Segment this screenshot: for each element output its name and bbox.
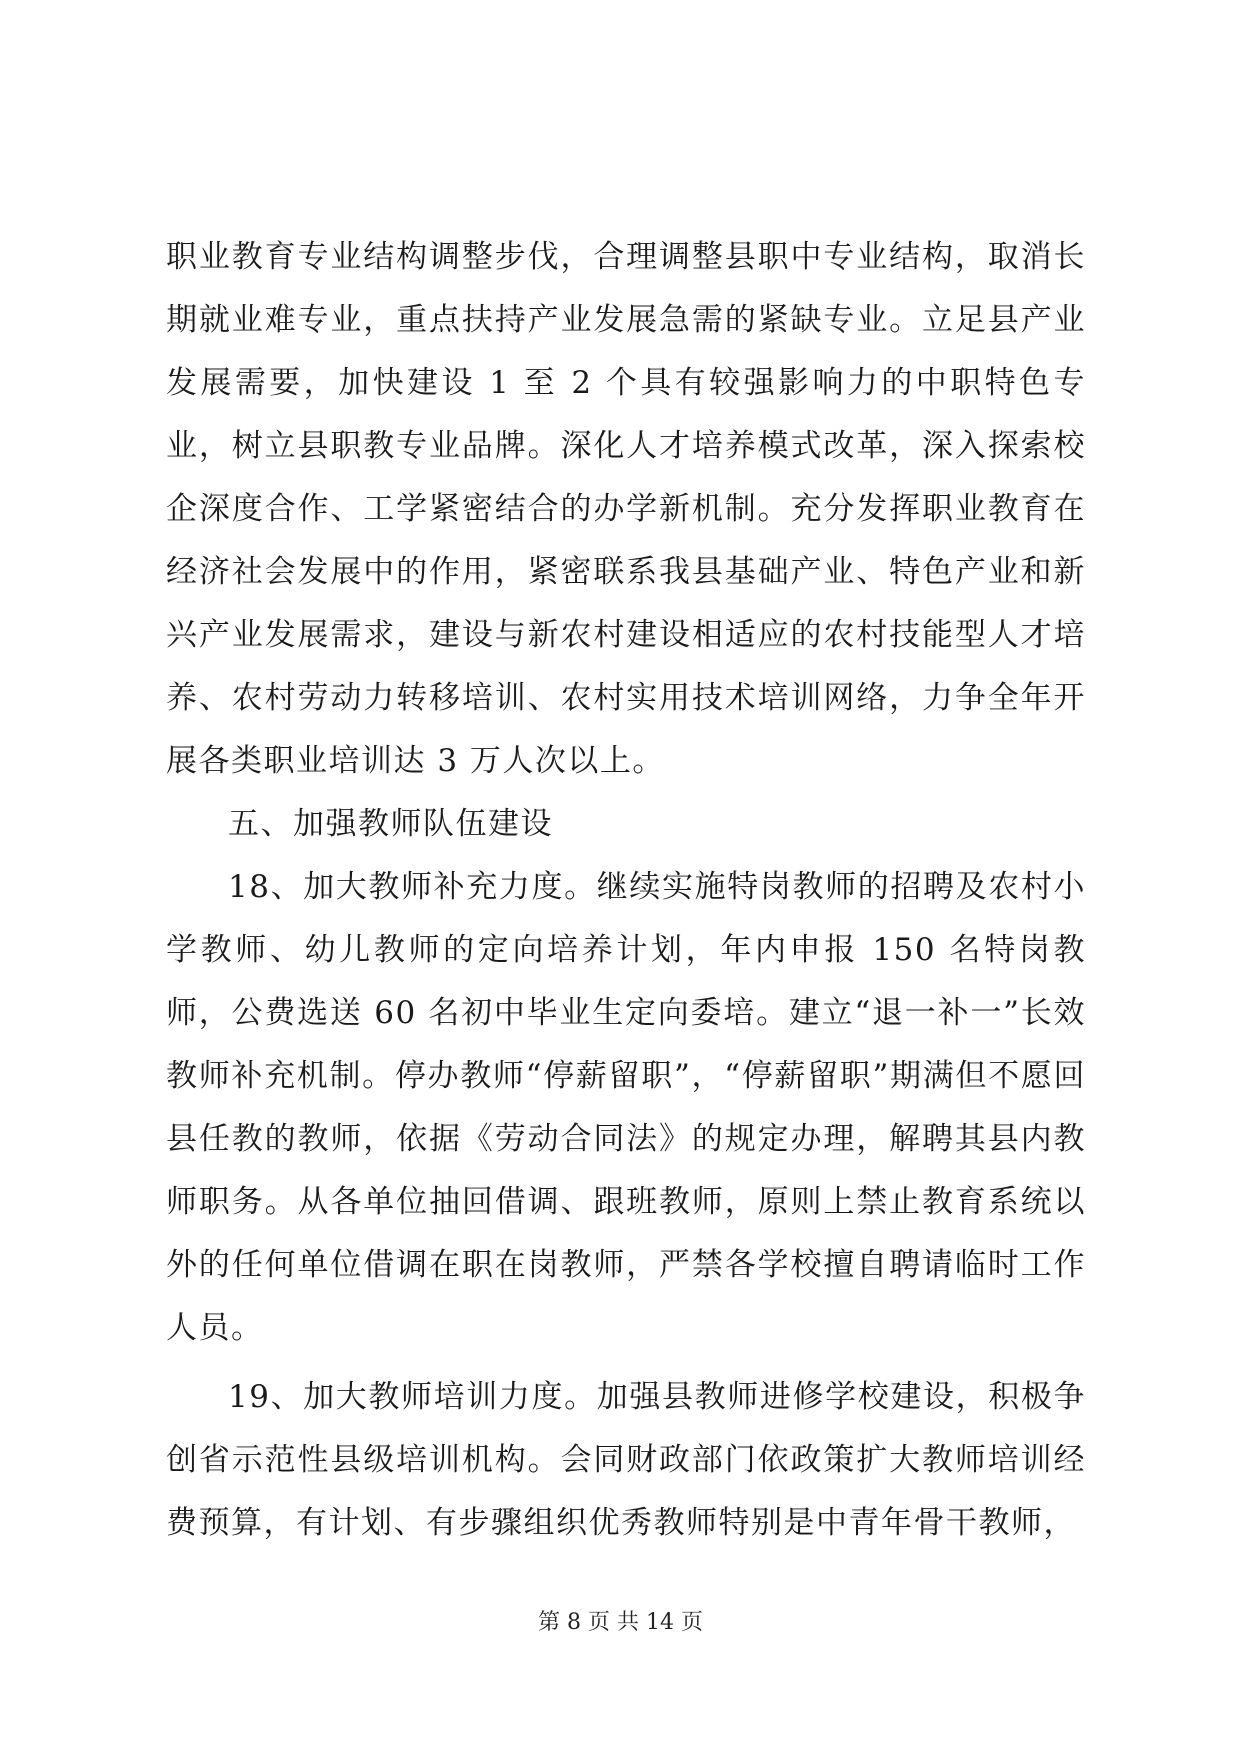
section-heading-teacher-team: 五、加强教师队伍建设 [228,806,553,842]
paragraph-vocational-education: 职业教育专业结构调整步伐，合理调整县职中专业结构，取消长期就业难专业，重点扶持产业发展急需的紧缺专业。立足县产业发展需要，加快建设 1 至 2 个具有较强影响力的中职特色专业，树立县职教专业品牌。深化人才培养模式改革，深入探索校企深度合作、工学紧密结合的办学新机制。充分发挥职业教育在经济社会发展中的作用，紧密联系我县基础产业、特色产业和新兴产业发展需求，建设与新农村建设相适应的农村技能型人才培养、农村劳动力转移培训、农村实用技术培训网络，力争全年开展各类职业培训达 3 万人次以上。 [166,239,1086,779]
document-body [166,226,1086,1555]
paragraph-item-18: 18、加大教师补充力度。继续实施特岗教师的招聘及农村小学教师、幼儿教师的定向培养计划，年内申报 150 名特岗教师，公费选送 60 名初中毕业生定向委培。建立“退一补一”长效教师补充机制。停办教师“停薪留职”，“停薪留职”期满但不愿回县任教的教师，依据《劳动合同法》的规定办理，解聘其县内教师职务。从各单位抽回借调、跟班教师，原则上禁止教育系统以外的任何单位借调在职在岗教师，严禁各学校擅自聘请临时工作人员。 [166,869,1086,1346]
paragraph-item-19: 19、加大教师培训力度。加强县教师进修学校建设，积极争创省示范性县级培训机构。会同财政部门依政策扩大教师培训经费预算，有计划、有步骤组织优秀教师特别是中青年骨干教师， [166,1379,1086,1541]
page-number-footer: 第 8 页 共 14 页 [538,1610,703,1635]
